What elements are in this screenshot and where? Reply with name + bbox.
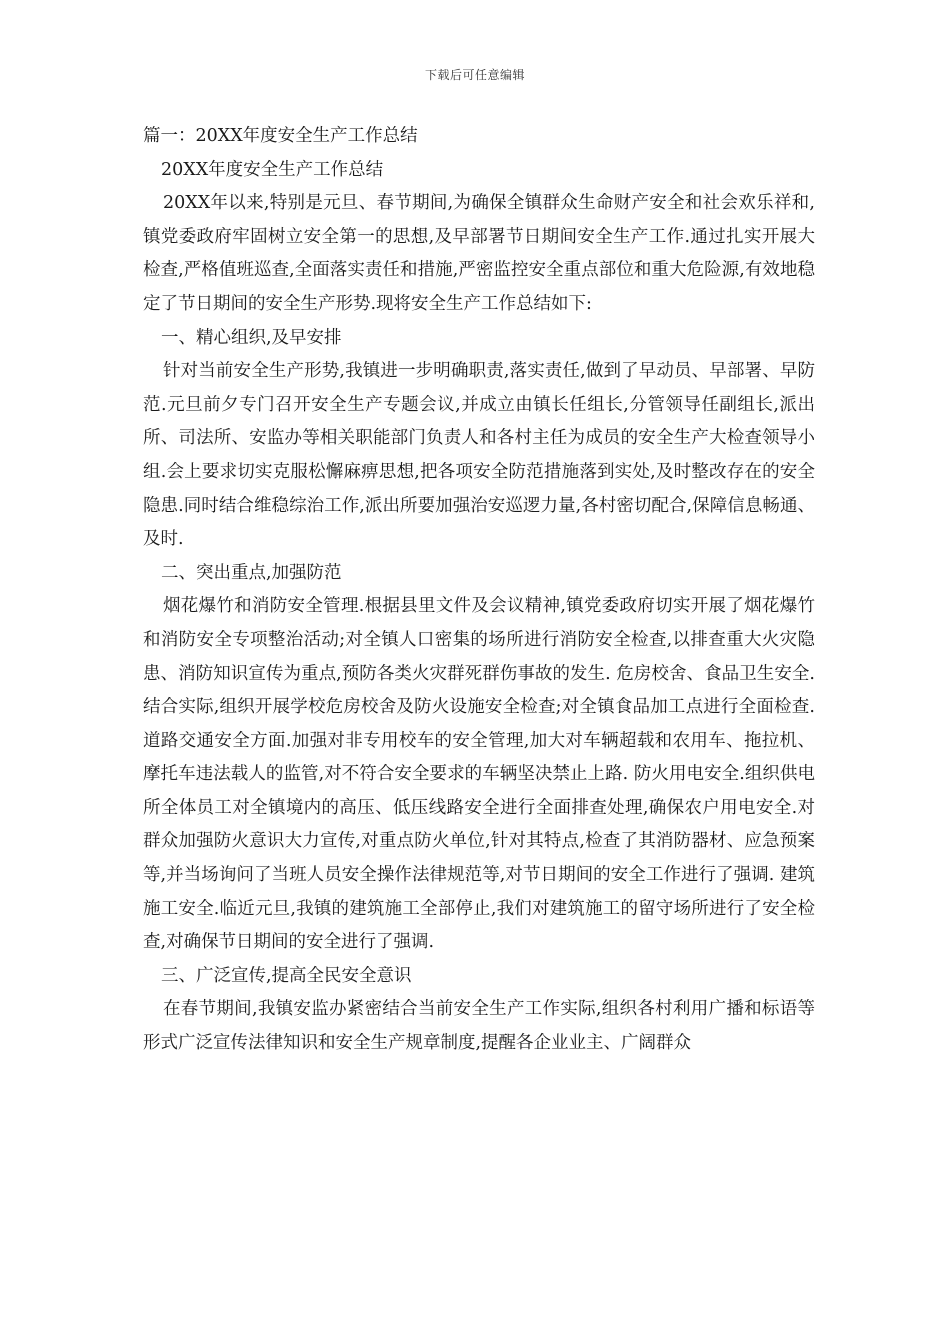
section-body-3: 在春节期间,我镇安监办紧密结合当前安全生产工作实际,组织各村利用广播和标语等形式广泛宣传法律知识和安全生产规章制度,提醒各企业业主、广阔群众 xyxy=(143,999,815,1054)
section-heading-3: 三、广泛宣传,提高全民安全意识 xyxy=(161,965,412,986)
document-body xyxy=(143,120,815,1061)
intro-paragraph: 20XX年以来,特别是元旦、春节期间,为确保全镇群众生命财产安全和社会欢乐祥和,镇党委政府牢固树立安全第一的思想,及早部署节日期间安全生产工作.通过扎实开展大检查,严格值班巡查,全面落实责任和措施,严密监控安全重点部位和重大危险源,有效地稳定了节日期间的安全生产形势.现将安全生产工作总结如下: xyxy=(143,193,815,314)
document-subtitle: 20XX年度安全生产工作总结 xyxy=(161,159,384,180)
section-heading-1: 一、精心组织,及早安排 xyxy=(161,327,342,348)
section-body-1: 针对当前安全生产形势,我镇进一步明确职责,落实责任,做到了早动员、早部署、早防范.元旦前夕专门召开安全生产专题会议,并成立由镇长任组长,分管领导任副组长,派出所、司法所、安监办等相关职能部门负责人和各村主任为成员的安全生产大检查领导小组.会上要求切实克服松懈麻痹思想,把各项安全防范措施落到实处,及时整改存在的安全隐患.同时结合维稳综治工作,派出所要加强治安巡逻力量,各村密切配合,保障信息畅通、及时. xyxy=(143,361,815,550)
section-body-2: 烟花爆竹和消防安全管理.根据县里文件及会议精神,镇党委政府切实开展了烟花爆竹和消防安全专项整治活动;对全镇人口密集的场所进行消防安全检查,以排查重大火灾隐患、消防知识宣传为重点,预防各类火灾群死群伤事故的发生. 危房校舍、食品卫生安全.结合实际,组织开展学校危房校舍及防火设施安全检查;对全镇食品加工点进行全面检查. 道路交通安全方面.加强对非专用校车的安全管理,加大对车辆超载和农用车、拖拉机、摩托车违法载人的监管,对不符合安全要求的车辆坚决禁止上路. 防火用电安全.组织供电所全体员工对全镇境内的高压、低压线路安全进行全面排查处理,确保农户用电安全.对群众加强防火意识大力宣传,对重点防火单位,针对其特点,检查了其消防器材、应急预案等,并当场询问了当班人员安全操作法律规范等,对节日期间的安全工作进行了强调. 建筑施工安全.临近元旦,我镇的建筑施工全部停止,我们对建筑施工的留守场所进行了安全检查,对确保节日期间的安全进行了强调. xyxy=(143,596,815,953)
page-header-note: 下载后可任意编辑 xyxy=(424,68,525,82)
document-title: 篇一：20XX年度安全生产工作总结 xyxy=(143,126,418,146)
section-heading-2: 二、突出重点,加强防范 xyxy=(161,562,342,583)
